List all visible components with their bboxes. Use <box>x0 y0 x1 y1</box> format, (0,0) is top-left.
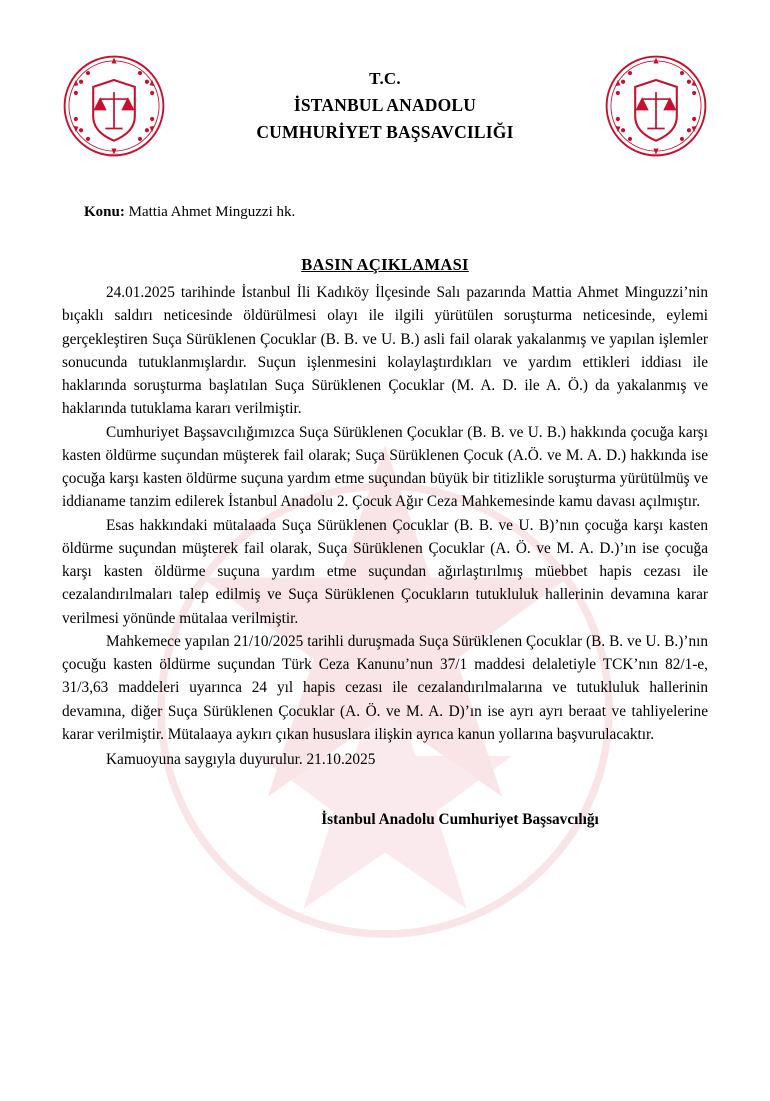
emblem-right <box>604 54 708 158</box>
header-title-block <box>166 66 604 147</box>
header-line-1: T.C. <box>369 68 401 88</box>
paragraph-1: 24.01.2025 tarihinde İstanbul İli Kadıköy İlçesinde Salı pazarında Mattia Ahmet Minguzzi’nin bıçaklı saldırı neticesinde öldürülmesi olayı ile ilgili yürütülen soruşturma neticesinde, eylemi gerçekleştiren Suça Sürüklenen Çocuklar (B. B. ve U. B.) asli fail olarak yakalanmış ve yapılan işlemler sonucunda tutuklanmışlardır. Suçun işlenmesini kolaylaştırdıkları ve yardım ettikleri iddiası ile haklarında soruşturma başlatılan Suça Sürüklenen Çocuklar (M. A. D. ile A. Ö.) da yakalanmış ve haklarında tutuklama kararı verilmiştir. <box>62 284 708 418</box>
paragraph-2: Cumhuriyet Başsavcılığımızca Suça Sürüklenen Çocuklar (B. B. ve U. B.) hakkında çocuğa karşı kasten öldürme suçundan müşterek fail olarak; Suça Sürüklenen Çocuk (A.Ö. ve M. A. D.) hakkında ise çocuğa karşı kasten öldürme suçuna yardım etme suçundan büyük bir titizlikle soruşturma yürütülmüş ve iddianame tanzim edilerek İstanbul Anadolu 2. Çocuk Ağır Ceza Mahkemesinde kamu davası açılmıştır. <box>62 423 708 511</box>
emblem-left <box>62 54 166 158</box>
header-line-2: İSTANBUL ANADOLU <box>293 95 477 116</box>
signature-line: İstanbul Anadolu Cumhuriyet Başsavcılığı <box>321 811 599 829</box>
subject-line <box>62 204 708 221</box>
paragraph-4: Mahkemece yapılan 21/10/2025 tarihli duruşmada Suça Sürüklenen Çocuklar (B. B. ve U. B.)’nın çocuğu kasten öldürme suçundan Türk Ceza Kanunu’nun 37/1 maddesi delaletiyle TCK’nın 82/1-e, 31/3,63 maddeleri uyarınca 24 yıl hapis cezası ile cezalandırılmalarına ve tutukluluk hallerinin devamına, diğer Suça Sürüklenen Çocuklar (A. Ö. ve M. A. D)’ın ise ayrı ayrı beraat ve tahliyelerine karar verilmiştir. Mütalaaya aykırı çıkan hususlara ilişkin ayrıca kanun yollarına başvurulacaktır. <box>62 632 708 743</box>
svg-text:2013: 2013 <box>651 152 661 158</box>
svg-text:2013: 2013 <box>109 152 119 158</box>
subject-label: Konu: <box>84 204 125 220</box>
closing-line: Kamuoyuna saygıyla duyurulur. 21.10.2025 <box>106 751 376 768</box>
paragraph-3: Esas hakkındaki mütalaada Suça Sürüklenen Çocuklar (B. B. ve U. B)’nın çocuğa karşı kasten öldürme suçundan müşterek fail olarak, Suça Sürüklenen Çocuklar (A. Ö. ve M. A. D.)’ın ise çocuğa karşı kasten öldürme suçuna yardım etme suçundan ağırlaştırılmış müebbet hapis cezası ile cezalandırılmaları talep edilmiş ve Suça Sürüklenen Çocukların tutukluluk hallerinin devamına karar verilmesi yönünde mütalaa verilmiştir. <box>62 516 708 627</box>
document-title: BASIN AÇIKLAMASI <box>301 255 469 274</box>
subject-value: Mattia Ahmet Minguzzi hk. <box>128 204 296 220</box>
document-header <box>62 54 708 158</box>
document-body <box>62 281 708 746</box>
header-line-3: CUMHURİYET BAŞSAVCILIĞI <box>256 122 514 143</box>
